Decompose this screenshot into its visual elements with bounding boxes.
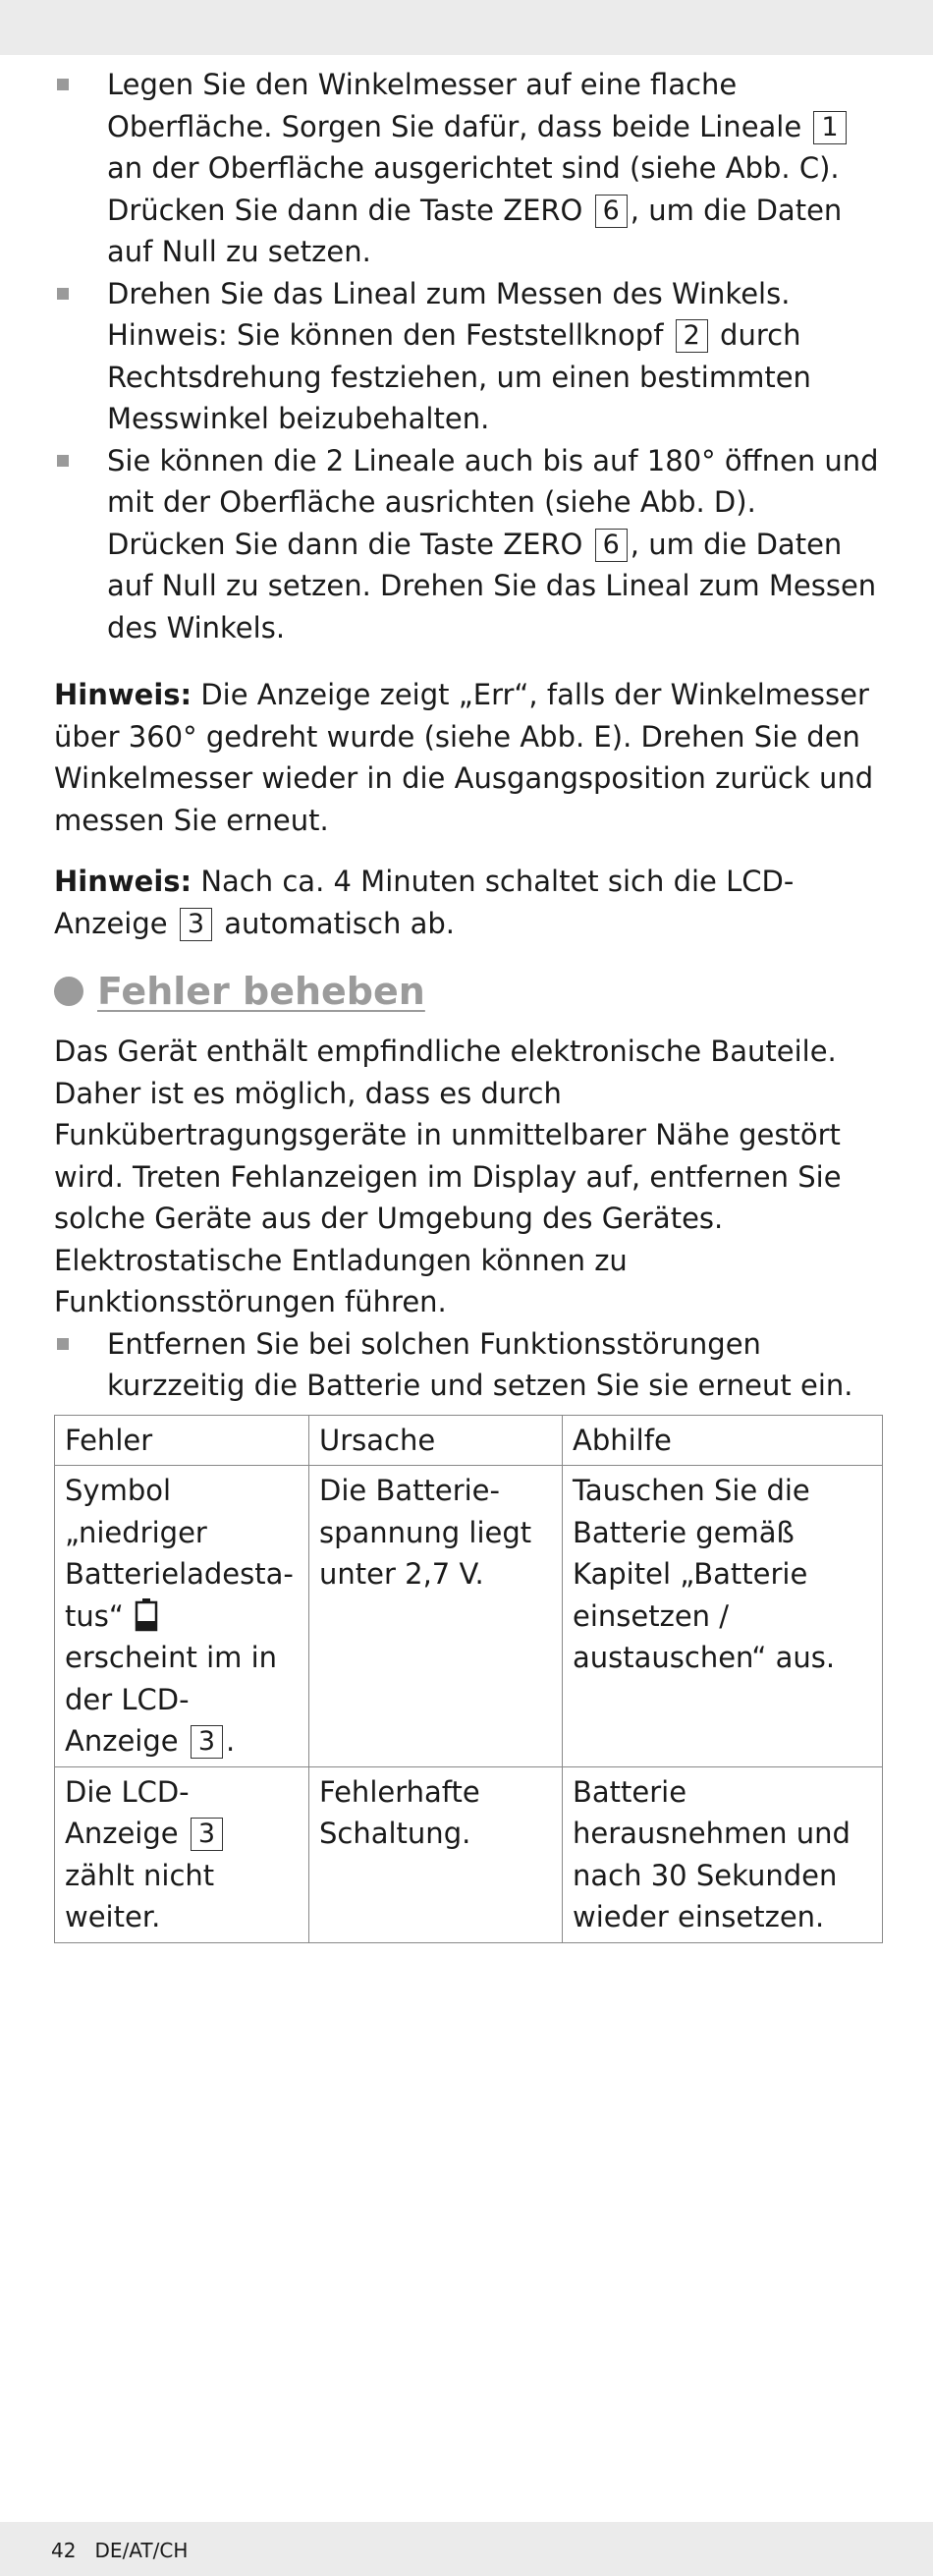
table-header-row bbox=[55, 1415, 883, 1466]
cell-text: . bbox=[226, 1724, 236, 1758]
ref-number: 2 bbox=[676, 319, 708, 353]
ref-number: 6 bbox=[595, 195, 628, 228]
bullet-text: , um die Daten auf Null zu setzen. Drehen Sie das Lineal zum Messen des Winkels. bbox=[107, 527, 877, 644]
section-title: Fehler beheben bbox=[97, 970, 425, 1013]
page-content bbox=[54, 64, 882, 1943]
note-text: Nach ca. 4 Minuten schaltet sich die LCD-Anzeige bbox=[54, 865, 795, 940]
troubleshooting-table bbox=[54, 1415, 883, 1943]
page-number: 42 bbox=[51, 2539, 77, 2562]
region-code: DE/AT/CH bbox=[94, 2539, 189, 2562]
bullet-text: Drehen Sie das Lineal zum Messen des Winkels. Hinweis: Sie können den Feststellknopf bbox=[107, 276, 791, 352]
column-header-fehler: Fehler bbox=[55, 1415, 309, 1466]
cell-ursache: Fehlerhafte Schaltung. bbox=[309, 1766, 563, 1942]
bullet-dot-icon bbox=[54, 977, 83, 1006]
section-paragraph-2: Elektrostatische Entladungen können zu Funktionsstörungen führen. bbox=[54, 1243, 628, 1318]
cell-fehler bbox=[55, 1766, 309, 1942]
note-label: Hinweis: bbox=[54, 865, 192, 898]
table-row bbox=[55, 1766, 883, 1942]
low-battery-icon bbox=[135, 1598, 158, 1632]
note-label: Hinweis: bbox=[54, 678, 192, 711]
instruction-bullet-3 bbox=[54, 440, 882, 649]
column-header-ursache: Ursache bbox=[309, 1415, 563, 1466]
troubleshoot-bullet bbox=[54, 1323, 882, 1407]
cell-text: Die LCD-Anzeige bbox=[65, 1774, 190, 1850]
top-bar bbox=[0, 0, 933, 55]
cell-fehler bbox=[55, 1466, 309, 1767]
cell-text: zählt nicht weiter. bbox=[65, 1858, 215, 1933]
section-heading bbox=[54, 970, 882, 1013]
bullet-text: an der Oberfläche ausgerichtet sind (siehe Abb. C). Drücken Sie dann die Taste ZERO bbox=[107, 151, 840, 227]
table-row bbox=[55, 1466, 883, 1767]
ref-number: 3 bbox=[191, 1818, 223, 1851]
instruction-bullet-2 bbox=[54, 273, 882, 440]
footer-bar bbox=[0, 2522, 933, 2576]
column-header-abhilfe: Abhilfe bbox=[563, 1415, 883, 1466]
bullet-text: Entfernen Sie bei solchen Funktionsstörungen kurzzeitig die Batterie und setzen Sie sie erneut ein. bbox=[107, 1326, 853, 1402]
note-text: automatisch ab. bbox=[224, 906, 455, 940]
bullet-text: Sie können die 2 Lineale auch bis auf 180° öffnen und mit der Oberfläche ausrichten (siehe Abb. D). Drücken Sie dann die Taste ZERO bbox=[107, 443, 879, 561]
note-auto-off bbox=[54, 861, 882, 944]
bullet-text: Legen Sie den Winkelmesser auf eine flache Oberfläche. Sorgen Sie dafür, dass beide Lineale bbox=[107, 68, 802, 143]
note-err bbox=[54, 674, 882, 841]
ref-number: 6 bbox=[595, 529, 628, 562]
ref-number: 3 bbox=[180, 908, 212, 941]
note-text: Die Anzeige zeigt „Err“, falls der Winkelmesser über 360° gedreht wurde (siehe Abb. E). Drehen Sie den Winkelmesser wieder in die Ausgangsposition zurück und messen Sie erneut. bbox=[54, 678, 874, 837]
section-paragraph-1: Das Gerät enthält empfindliche elektronische Bauteile. Daher ist es möglich, dass es durch Funkübertragungsgeräte in unmittelbarer Nähe gestört wird. Treten Fehlanzeigen im Display auf, entfernen Sie solche Geräte aus der Umgebung des Gerätes. bbox=[54, 1035, 842, 1235]
footer bbox=[51, 2539, 188, 2562]
ref-number: 3 bbox=[191, 1725, 223, 1759]
bullet-text: durch Rechtsdrehung festziehen, um einen bestimmten Messwinkel beizubehalten. bbox=[107, 318, 811, 435]
cell-text: Symbol „niedriger Batterieladesta-tus“ bbox=[65, 1474, 294, 1633]
bullet-text: , um die Daten auf Null zu setzen. bbox=[107, 193, 843, 268]
instruction-bullet-1 bbox=[54, 64, 882, 273]
cell-abhilfe: Tauschen Sie die Batterie gemäß Kapitel „Batterie einsetzen / austauschen“ aus. bbox=[563, 1466, 883, 1767]
cell-ursache: Die Batterie-spannung liegt unter 2,7 V. bbox=[309, 1466, 563, 1767]
cell-abhilfe: Batterie herausnehmen und nach 30 Sekunden wieder einsetzen. bbox=[563, 1766, 883, 1942]
cell-text: erscheint im in der LCD-Anzeige bbox=[65, 1641, 278, 1758]
ref-number: 1 bbox=[813, 111, 846, 144]
